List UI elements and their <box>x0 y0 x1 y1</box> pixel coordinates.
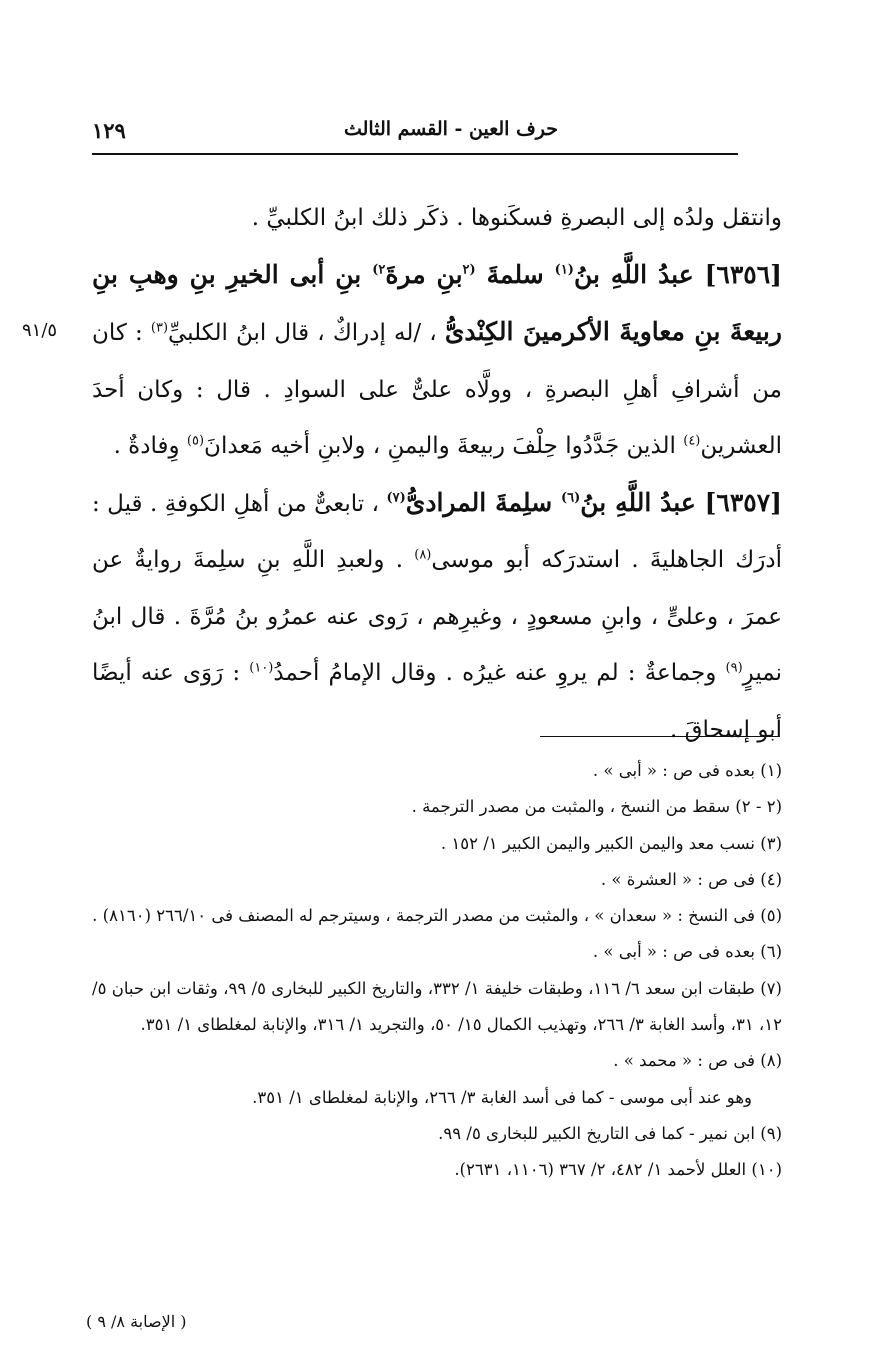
footnote-5: (٥) فى النسخ : « سعدان » ، والمثبت من مصدر الترجمة ، وسيترجم له المصنف فى ٢٦٦/١٠ (٨١٦٠) . <box>92 906 782 926</box>
footnote-marker: (٩) <box>725 660 743 676</box>
entry-head-text: سلمةَ <box>475 259 555 289</box>
footnote-9: (٩) ابن نمير - كما فى التاريخ الكبير للبخارى ٥/ ٩٩. <box>438 1123 782 1143</box>
main-text <box>92 190 782 758</box>
entry-head-text: سلِمةَ المرادىُّ <box>405 487 561 517</box>
running-title: حرف العين - القسم الثالث <box>343 118 558 140</box>
footnote-marker: (٨) <box>414 547 432 563</box>
entry-6357 <box>92 475 782 759</box>
entry-6356 <box>92 247 782 475</box>
footnote-10: (١٠) العلل لأحمد ١/ ٤٨٢، ٢/ ٣٦٧ (١١٠٦، ٢٦٣١). <box>454 1160 782 1180</box>
footnote-1: (١) بعده فى ص : « أبى » . <box>592 761 782 780</box>
entry-text: . ولعبدِ اللَّهِ بنِ سلِمةَ روايةٌ عن عمرَ ، وعلىٍّ ، وابنِ مسعودٍ ، وغيرِهم ، رَوى عنه عمرُو بنُ مُرَّةَ . قال ابنُ نميرٍ <box>92 547 782 686</box>
paragraph-intro: وانتقل ولدُه إلى البصرةِ فسكَنوها . ذكَر ذلك ابنُ الكلبيِّ . <box>251 205 782 231</box>
page-number: ١٢٩ <box>92 118 126 143</box>
footnote-marker: (٥) <box>186 433 205 449</box>
footnote-8: (٨) فى ص : « محمد » . <box>613 1051 782 1071</box>
entry-head-text: [٦٣٥٧] عبدُ اللَّهِ بنُ <box>580 487 782 517</box>
signature-mark: ( الإصابة ٨/ ٩ ) <box>86 1312 187 1331</box>
entry-text: وِفادةٌ . <box>113 433 187 459</box>
footnote-2: (٢ - ٢) سقط من النسخ ، والمثبت من مصدر الترجمة . <box>411 797 782 817</box>
entry-text: : رَوَى عنه أيضًا أبو إسحاقَ . <box>92 660 782 743</box>
footnote-3: (٣) نسب معد واليمن الكبير واليمن الكبير ١/ ١٥٢ . <box>440 833 782 853</box>
footnote-marker: (١) <box>554 262 574 278</box>
footnote-marker: (٧) <box>386 490 406 506</box>
footnote-marker: (٢ <box>462 262 476 278</box>
entry-6357-head <box>386 488 782 517</box>
entry-text: ، تابعىٌّ من أهلِ الكوفةِ . قيل : أدرَك الجاهليةَ . استدرَكه أبو موسى <box>92 490 782 573</box>
footnote-marker: (٣) <box>150 320 169 336</box>
footnote-marker: (٤) <box>683 433 701 449</box>
footnote-4: (٤) فى ص : « العشرة » . <box>600 869 782 889</box>
footnote-marker: (٦) <box>560 490 581 506</box>
margin-note: ٩١/٥ <box>22 320 58 341</box>
footnotes-rule <box>540 736 780 737</box>
footnote-marker: (١٠) <box>249 660 274 676</box>
entry-head-text: بنِ أبى الخيرِ بنِ وهبِ بنِ ربيعةَ بنِ معاويةَ الأكرمينَ الكِنْدىُّ <box>92 259 782 346</box>
entry-head-text: بنِ مرةَ <box>385 259 463 289</box>
footnote-7: (٧) طبقات ابن سعد ٦/ ١١٦، وطبقات خليفة ١/ ٣٣٢، والتاريخ الكبير للبخارى ٥/ ٩٩، وثقات ابن حبان ٥/ ١٢، ٣١، وأسد الغابة ٣/ ٢٦٦، وتهذيب الكمال ١٥/ ٥٠، والتجريد ١/ ٣١٦، والإنابة لمغلطاى ١/ ٣٥١. <box>92 978 782 1035</box>
footnote-marker: ٢) <box>372 262 386 278</box>
footnote-6: (٦) بعده فى ص : « أبى » . <box>592 942 782 962</box>
entry-text: وجماعةٌ : لم يروِ عنه غيرُه . وقال الإمامُ أحمدُ <box>273 660 726 686</box>
footnote-8-continuation: وهو عند أبى موسى - كما فى أسد الغابة ٣/ ٢٦٦، والإنابة لمغلطاى ١/ ٣٥١. <box>252 1087 752 1107</box>
page-header <box>92 118 738 148</box>
entry-text: : كان من أشرافِ أهلِ البصرةِ ، وولَّاه علىٌّ على السوادِ . قال : وكان أحدَ العشرين <box>92 320 782 459</box>
header-rule <box>92 153 738 155</box>
footnotes <box>92 753 782 1189</box>
entry-head-text: [٦٣٥٦] عبدُ اللَّهِ بنُ <box>573 259 782 289</box>
entry-text: ، /له إدراكٌ ، قال ابنُ الكلبيِّ <box>168 320 445 346</box>
entry-text: الذين جَدَّدُوا حِلْفَ ربيعةَ واليمنِ ، ولابنِ أخيه مَعدانَ <box>204 433 684 459</box>
